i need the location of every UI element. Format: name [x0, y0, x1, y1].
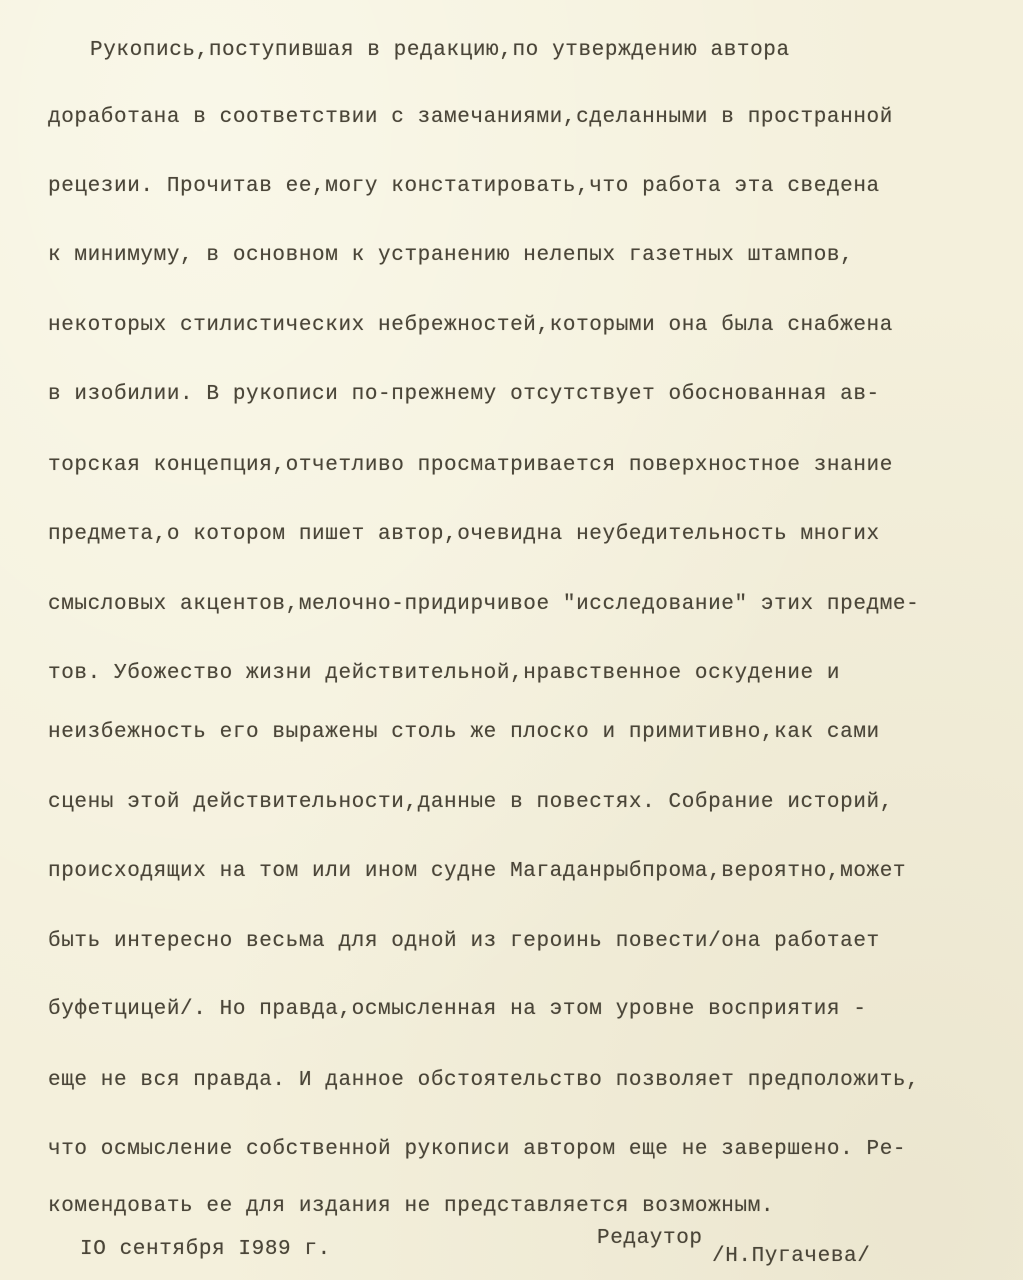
- text-line-1: Рукопись,поступившая в редакцию,по утверждению автора: [90, 39, 790, 62]
- text-line-8: предмета,о котором пишет автор,очевидна неубедительность многих: [48, 523, 880, 546]
- text-line-10: тов. Убожество жизни действительной,нравственное оскудение и: [48, 662, 841, 685]
- text-line-17: что осмысление собственной рукописи автором еще не завершено. Ре-: [48, 1138, 907, 1161]
- signature-name: /Н.Пугачева/: [712, 1245, 871, 1268]
- text-line-12: сцены этой действительности,данные в повестях. Собрание историй,: [48, 791, 893, 814]
- document-date: IO сентября I989 г.: [80, 1238, 331, 1261]
- text-line-11: неизбежность его выражены столь же плоско и примитивно,как сами: [48, 721, 880, 744]
- text-line-2: доработана в соответствии с замечаниями,сделанными в пространной: [48, 106, 893, 129]
- text-line-9: смысловых акцентов,мелочно-придирчивое "исследование" этих предме-: [48, 593, 920, 616]
- text-line-15: буфетцицей/. Но правда,осмысленная на этом уровне восприятия -: [48, 998, 867, 1021]
- text-line-6: в изобилии. В рукописи по-прежнему отсутствует обоснованная ав-: [48, 383, 880, 406]
- text-line-4: к минимуму, в основном к устранению нелепых газетных штампов,: [48, 244, 854, 267]
- signature-role: Редаутор: [597, 1227, 703, 1250]
- text-line-13: происходящих на том или ином судне Магаданрыбпрома,вероятно,может: [48, 860, 907, 883]
- text-line-5: некоторых стилистических небрежностей,которыми она была снабжена: [48, 314, 893, 337]
- text-line-16: еще не вся правда. И данное обстоятельство позволяет предположить,: [48, 1069, 920, 1092]
- text-line-7: торская концепция,отчетливо просматривается поверхностное знание: [48, 454, 893, 477]
- text-line-3: рецезии. Прочитав ее,могу констатировать,что работа эта сведена: [48, 175, 880, 198]
- text-line-18: комендовать ее для издания не представляется возможным.: [48, 1195, 775, 1218]
- text-line-14: быть интересно весьма для одной из героинь повести/она работает: [48, 930, 880, 953]
